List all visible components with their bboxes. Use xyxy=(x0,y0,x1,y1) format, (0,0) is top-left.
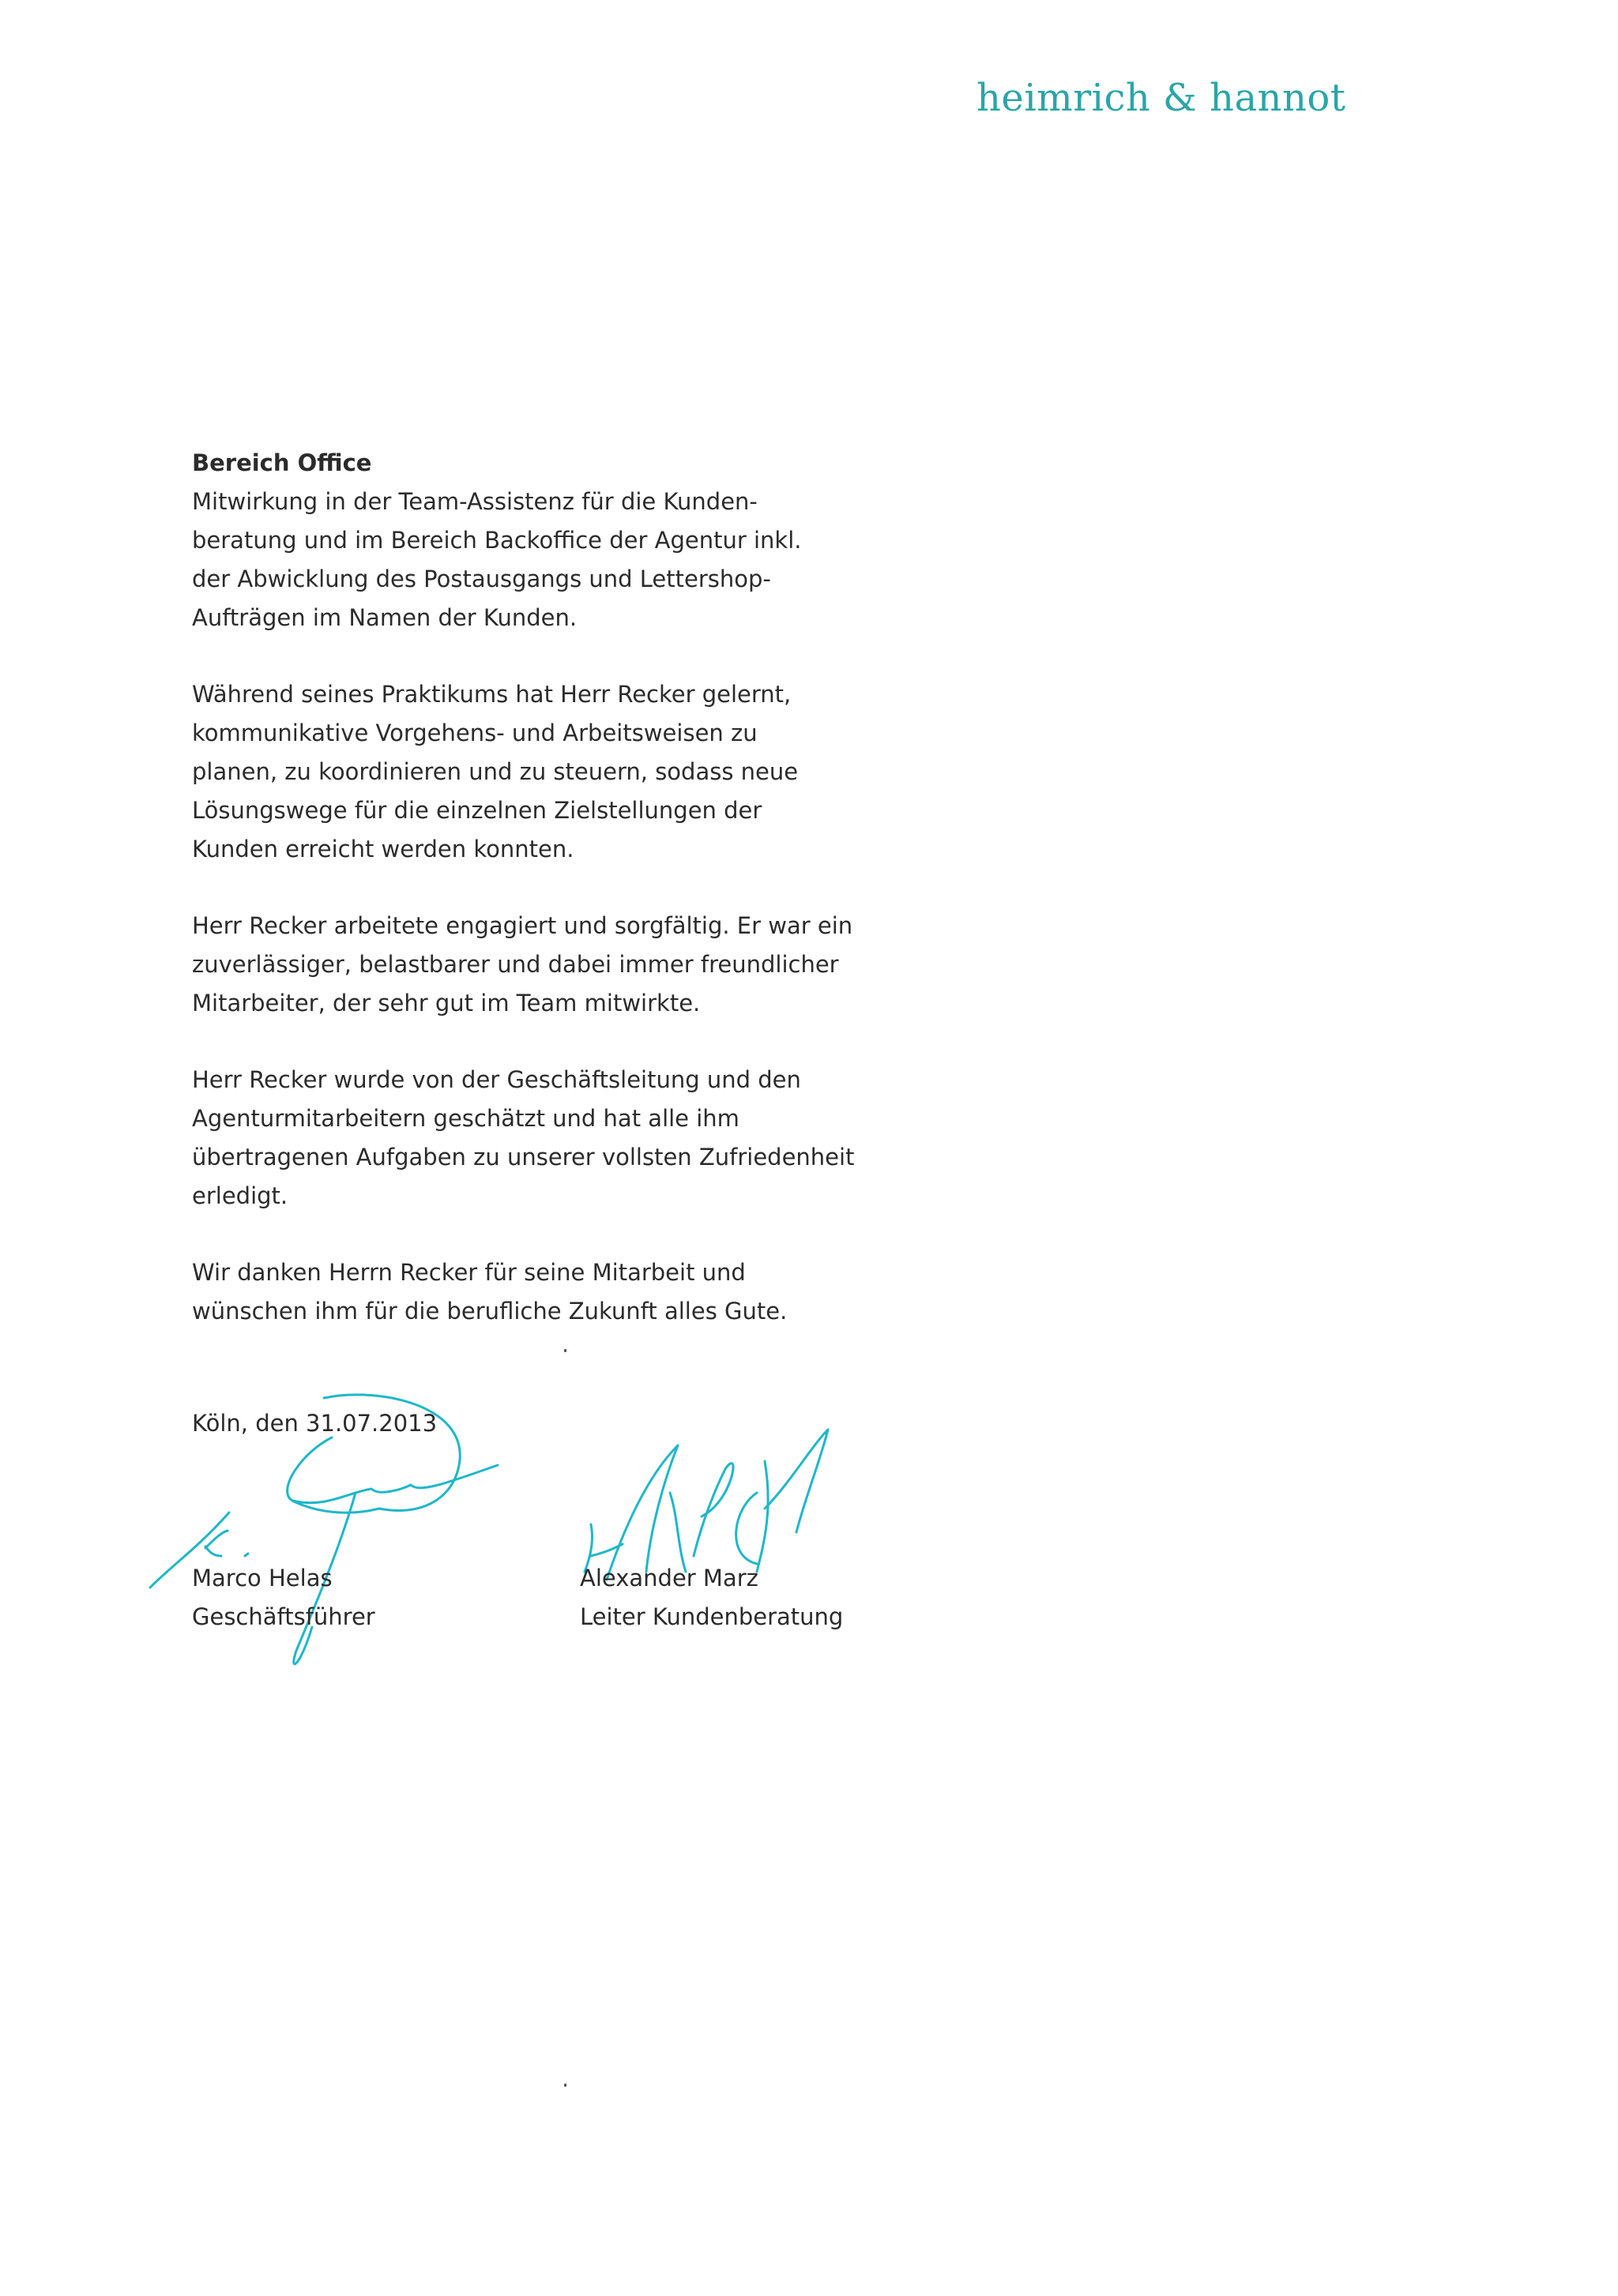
text-line: Kunden erreicht werden konnten. xyxy=(192,836,574,862)
text-line: Herr Recker arbeitete engagiert und sorgfältig. Er war ein xyxy=(192,912,853,939)
text-line: Agenturmitarbeitern geschätzt und hat alle ihm xyxy=(192,1105,739,1132)
letter-body xyxy=(192,444,903,1369)
text-line: Mitarbeiter, der sehr gut im Team mitwirkte. xyxy=(192,990,701,1016)
signatory-title: Leiter Kundenberatung xyxy=(580,1603,844,1630)
text-line: Während seines Praktikums hat Herr Recker gelernt, xyxy=(192,681,792,708)
paragraph-duties xyxy=(192,483,903,637)
signatory-right xyxy=(580,1559,843,1637)
paragraph-learning xyxy=(192,675,903,869)
signatory-name: Alexander Marz xyxy=(580,1565,758,1591)
text-line: Wir danken Herrn Recker für seine Mitarbeit und xyxy=(192,1259,746,1286)
text-line: erledigt. xyxy=(192,1182,288,1209)
text-line: übertragenen Aufgaben zu unserer vollsten Zufriedenheit xyxy=(192,1144,855,1171)
text-line: Mitwirkung in der Team-Assistenz für die Kunden- xyxy=(192,488,758,515)
text-line: Herr Recker wurde von der Geschäftsleitung und den xyxy=(192,1066,801,1093)
text-line: planen, zu koordinieren und zu steuern, sodass neue xyxy=(192,758,799,785)
text-line: beratung und im Bereich Backoffice der Agentur inkl. xyxy=(192,527,802,554)
scan-speck xyxy=(564,1349,566,1352)
text-line: Lösungswege für die einzelnen Zielstellungen der xyxy=(192,797,762,824)
text-line: der Abwicklung des Postausgangs und Lettershop- xyxy=(192,566,771,592)
text-line: kommunikative Vorgehens- und Arbeitsweisen zu xyxy=(192,720,758,746)
text-line: zuverlässiger, belastbarer und dabei immer freundlicher xyxy=(192,951,839,978)
paragraph-performance xyxy=(192,907,903,1023)
text-line: wünschen ihm für die berufliche Zukunft alles Gute. xyxy=(192,1298,788,1325)
text-line: Aufträgen im Namen der Kunden. xyxy=(192,604,578,631)
company-logo: heimrich & hannot xyxy=(976,76,1346,120)
paragraph-farewell xyxy=(192,1253,903,1331)
signatory-name: Marco Helas xyxy=(192,1565,333,1591)
signatory-left xyxy=(192,1559,375,1637)
section-heading: Bereich Office xyxy=(192,449,372,476)
signatory-title: Geschäftsführer xyxy=(192,1603,375,1630)
paragraph-appreciation xyxy=(192,1061,903,1216)
place-date: Köln, den 31.07.2013 xyxy=(192,1410,438,1437)
scan-speck xyxy=(564,2084,566,2087)
